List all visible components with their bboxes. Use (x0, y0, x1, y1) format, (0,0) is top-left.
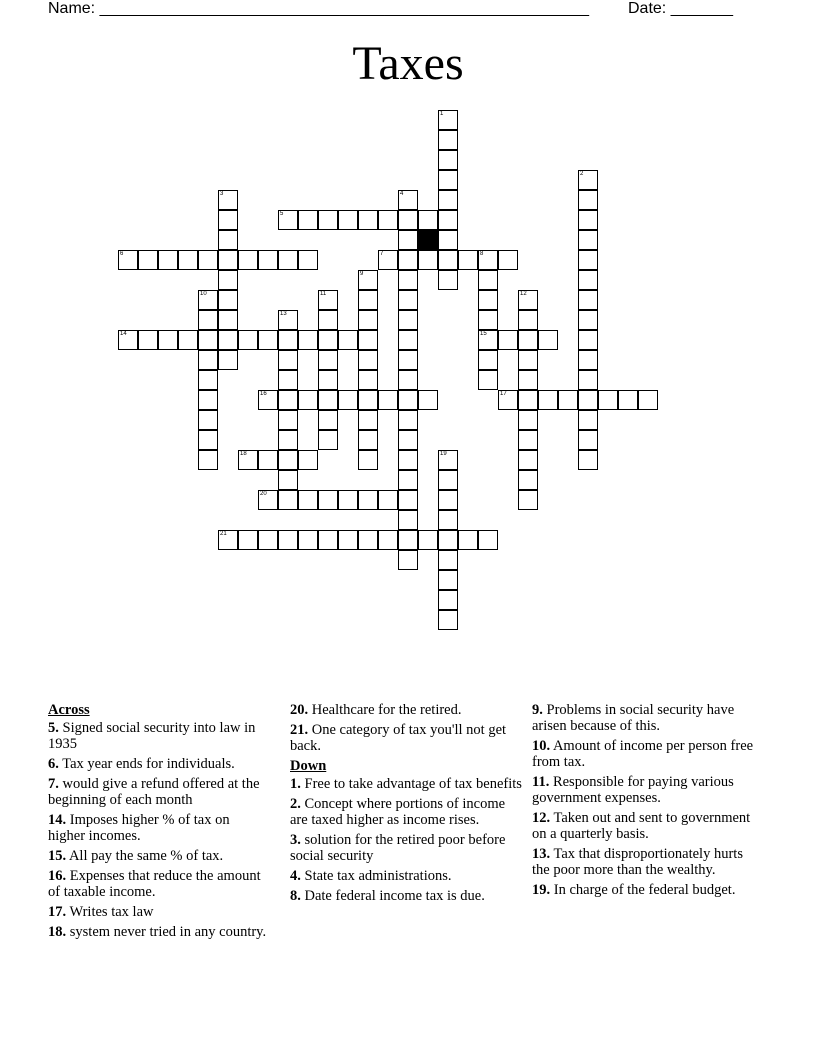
crossword-cell[interactable] (398, 510, 418, 530)
crossword-cell[interactable] (118, 250, 138, 270)
crossword-cell[interactable] (578, 290, 598, 310)
crossword-cell[interactable] (438, 130, 458, 150)
page-title: Taxes (352, 37, 464, 90)
crossword-cell[interactable] (478, 350, 498, 370)
across-heading: Across (48, 702, 90, 718)
crossword-cell[interactable] (218, 330, 238, 350)
crossword-cell[interactable] (238, 330, 258, 350)
crossword-cell[interactable] (478, 270, 498, 290)
crossword-cell[interactable] (518, 430, 538, 450)
clue-item-text: would give a refund offered at the beginning of each month (48, 776, 260, 808)
crossword-cell[interactable] (418, 390, 438, 410)
crossword-cell[interactable] (398, 390, 418, 410)
crossword-cell[interactable] (198, 330, 218, 350)
crossword-cell[interactable] (298, 330, 318, 350)
crossword-cell[interactable] (438, 230, 458, 250)
clue-item-text: Concept where portions of income are taxed higher as income rises. (290, 796, 506, 828)
crossword-cell[interactable] (318, 530, 338, 550)
crossword-cell[interactable] (638, 390, 658, 410)
clue-item (48, 756, 270, 772)
crossword-cell[interactable] (278, 430, 298, 450)
crossword-cell[interactable] (438, 610, 458, 630)
crossword-cell[interactable] (398, 310, 418, 330)
clue-number: 8 (480, 251, 484, 257)
crossword-cell[interactable] (318, 330, 338, 350)
crossword-cell[interactable] (518, 330, 538, 350)
crossword-cell[interactable] (438, 150, 458, 170)
clue-item-number: 14. (48, 812, 67, 828)
crossword-cell[interactable] (578, 370, 598, 390)
crossword-cell[interactable] (198, 450, 218, 470)
clue-number: 5 (280, 211, 284, 217)
crossword-cell[interactable] (318, 290, 338, 310)
crossword-cell[interactable] (518, 290, 538, 310)
crossword-cell[interactable] (578, 230, 598, 250)
crossword-cell[interactable] (238, 530, 258, 550)
clue-item-number: 11. (532, 774, 550, 790)
crossword-cell[interactable] (438, 270, 458, 290)
crossword-cell[interactable] (178, 330, 198, 350)
crossword-cell[interactable] (338, 330, 358, 350)
crossword-cell[interactable] (378, 210, 398, 230)
clue-item-text: In charge of the federal budget. (553, 882, 736, 898)
clue-item-text: Signed social security into law in 1935 (48, 720, 256, 752)
crossword-cell[interactable] (518, 310, 538, 330)
crossword-cell[interactable] (218, 350, 238, 370)
crossword-cell[interactable] (138, 330, 158, 350)
crossword-cell[interactable] (358, 330, 378, 350)
crossword-cell[interactable] (298, 250, 318, 270)
crossword-cell[interactable] (378, 390, 398, 410)
crossword-cell[interactable] (358, 290, 378, 310)
crossword-cell[interactable] (598, 390, 618, 410)
crossword-cell[interactable] (278, 370, 298, 390)
clue-item (532, 846, 764, 878)
clue-item (532, 702, 764, 734)
crossword-cell[interactable] (358, 430, 378, 450)
clue-number: 6 (120, 251, 124, 257)
clue-item-text: Healthcare for the retired. (311, 702, 462, 718)
clue-item-number: 10. (532, 738, 551, 754)
clue-number: 16 (260, 391, 267, 397)
crossword-cell[interactable] (438, 110, 458, 130)
down-heading: Down (290, 758, 327, 774)
crossword-cell[interactable] (478, 310, 498, 330)
crossword-cell[interactable] (298, 450, 318, 470)
crossword-cell[interactable] (218, 250, 238, 270)
crossword-cell[interactable] (538, 330, 558, 350)
clue-item-number: 3. (290, 832, 301, 848)
clue-item (48, 812, 270, 844)
crossword-cell[interactable] (578, 330, 598, 350)
crossword-cell[interactable] (158, 330, 178, 350)
crossword-cell[interactable] (438, 490, 458, 510)
crossword-cell[interactable] (358, 370, 378, 390)
crossword-cell[interactable] (438, 170, 458, 190)
crossword-cell[interactable] (478, 330, 498, 350)
crossword-cell[interactable] (178, 250, 198, 270)
crossword-cell[interactable] (298, 530, 318, 550)
crossword-cell[interactable] (338, 490, 358, 510)
clue-number: 2 (580, 171, 584, 177)
clue-number: 14 (120, 331, 127, 337)
crossword-cell[interactable] (158, 250, 178, 270)
crossword-cell[interactable] (498, 250, 518, 270)
crossword-cell[interactable] (198, 390, 218, 410)
crossword-cell[interactable] (358, 210, 378, 230)
crossword-cell[interactable] (198, 290, 218, 310)
clue-item-number: 18. (48, 924, 67, 940)
crossword-cell[interactable] (358, 530, 378, 550)
clue-item-text: Free to take advantage of tax benefits (304, 776, 522, 792)
clue-item (48, 904, 270, 920)
crossword-cell[interactable] (278, 450, 298, 470)
crossword-cell[interactable] (478, 370, 498, 390)
clue-item-text: system never tried in any country. (69, 924, 267, 940)
crossword-cell[interactable] (398, 210, 418, 230)
clue-item-number: 16. (48, 868, 67, 884)
crossword-cell[interactable] (398, 470, 418, 490)
crossword-cell[interactable] (398, 230, 418, 250)
clue-number: 7 (380, 251, 384, 257)
crossword-cell[interactable] (358, 350, 378, 370)
crossword-cell[interactable] (398, 530, 418, 550)
clue-item-text: solution for the retired poor before social security (290, 832, 506, 864)
crossword-cell[interactable] (398, 190, 418, 210)
crossword-cell[interactable] (518, 350, 538, 370)
clue-column-1 (48, 702, 270, 944)
clue-number: 19 (440, 451, 447, 457)
clue-item-number: 20. (290, 702, 309, 718)
crossword-cell[interactable] (398, 250, 418, 270)
clue-item-text: Writes tax law (69, 904, 154, 920)
crossword-cell[interactable] (278, 330, 298, 350)
clue-item-number: 19. (532, 882, 551, 898)
crossword-cell[interactable] (558, 390, 578, 410)
crossword-cell[interactable] (138, 250, 158, 270)
crossword-cell[interactable] (258, 330, 278, 350)
crossword-cell[interactable] (398, 550, 418, 570)
clue-item-text: Tax year ends for individuals. (62, 756, 235, 772)
crossword-cell[interactable] (578, 450, 598, 470)
crossword-cell[interactable] (518, 450, 538, 470)
clue-item-number: 13. (532, 846, 551, 862)
crossword-cell[interactable] (318, 350, 338, 370)
crossword-cell[interactable] (238, 250, 258, 270)
crossword-cell[interactable] (438, 470, 458, 490)
crossword-cell[interactable] (258, 450, 278, 470)
crossword-cell[interactable] (578, 310, 598, 330)
clue-item-number: 9. (532, 702, 543, 718)
crossword-cell[interactable] (338, 390, 358, 410)
crossword-cell[interactable] (258, 530, 278, 550)
crossword-cell[interactable] (198, 310, 218, 330)
clue-item-text: All pay the same % of tax. (68, 848, 224, 864)
clue-item-number: 15. (48, 848, 67, 864)
crossword-cell[interactable] (298, 390, 318, 410)
crossword-cell[interactable] (398, 290, 418, 310)
clue-item (290, 796, 522, 828)
crossword-cell[interactable] (578, 170, 598, 190)
crossword-cell[interactable] (618, 390, 638, 410)
clue-item-number: 17. (48, 904, 67, 920)
clue-number: 4 (400, 191, 404, 197)
clue-item (48, 776, 270, 808)
crossword-cell[interactable] (358, 450, 378, 470)
crossword-cell[interactable] (358, 310, 378, 330)
clue-item (48, 924, 270, 940)
crossword-cell[interactable] (218, 210, 238, 230)
crossword-cell[interactable] (458, 250, 478, 270)
crossword-cell[interactable] (478, 290, 498, 310)
clue-number: 10 (200, 291, 207, 297)
crossword-cell[interactable] (358, 270, 378, 290)
crossword-cell[interactable] (218, 290, 238, 310)
blocked-cell (418, 230, 438, 250)
crossword-cell[interactable] (518, 410, 538, 430)
clue-item-text: Problems in social security have arisen because of this. (532, 702, 735, 734)
crossword-cell[interactable] (578, 270, 598, 290)
crossword-cell[interactable] (378, 250, 398, 270)
crossword-cell[interactable] (418, 530, 438, 550)
clue-item-text: Tax that disproportionately hurts the poor more than the wealthy. (532, 846, 743, 878)
clue-item-text: Imposes higher % of tax on higher incomes. (48, 812, 230, 844)
clue-item (48, 868, 270, 900)
clue-item-text: Date federal income tax is due. (304, 888, 485, 904)
crossword-cell[interactable] (278, 470, 298, 490)
crossword-cell[interactable] (298, 490, 318, 510)
crossword-cell[interactable] (538, 390, 558, 410)
crossword-cell[interactable] (578, 190, 598, 210)
clue-item-text: Taken out and sent to government on a quarterly basis. (532, 810, 751, 842)
crossword-cell[interactable] (238, 450, 258, 470)
crossword-cell[interactable] (518, 370, 538, 390)
crossword-cell[interactable] (438, 530, 458, 550)
crossword-cell[interactable] (278, 310, 298, 330)
clue-item-number: 6. (48, 756, 59, 772)
clue-item (290, 832, 522, 864)
clue-column-3 (532, 702, 764, 902)
clue-item-number: 7. (48, 776, 59, 792)
crossword-cell[interactable] (498, 390, 518, 410)
clue-number: 3 (220, 191, 224, 197)
crossword-cell[interactable] (578, 210, 598, 230)
crossword-cell[interactable] (198, 250, 218, 270)
crossword-cell[interactable] (358, 390, 378, 410)
crossword-cell[interactable] (218, 310, 238, 330)
crossword-cell[interactable] (318, 490, 338, 510)
crossword-cell[interactable] (518, 490, 538, 510)
clue-item (532, 810, 764, 842)
crossword-cell[interactable] (418, 210, 438, 230)
crossword-cell[interactable] (378, 490, 398, 510)
crossword-cell[interactable] (438, 550, 458, 570)
crossword-cell[interactable] (438, 570, 458, 590)
crossword-cell[interactable] (578, 410, 598, 430)
clue-item-number: 8. (290, 888, 301, 904)
crossword-cell[interactable] (218, 530, 238, 550)
clue-item-text: One category of tax you'll not get back. (290, 722, 507, 754)
crossword-cell[interactable] (118, 330, 138, 350)
crossword-cell[interactable] (198, 410, 218, 430)
crossword-cell[interactable] (438, 210, 458, 230)
crossword-cell[interactable] (438, 250, 458, 270)
clue-number: 20 (260, 491, 267, 497)
clue-item-text: Amount of income per person free from tax. (532, 738, 754, 770)
clue-number: 9 (360, 271, 364, 277)
clue-item (48, 848, 270, 864)
crossword-cell[interactable] (438, 190, 458, 210)
crossword-cell[interactable] (218, 270, 238, 290)
crossword-cell[interactable] (298, 210, 318, 230)
clue-item-text: State tax administrations. (304, 868, 452, 884)
crossword-cell[interactable] (358, 410, 378, 430)
crossword-cell[interactable] (578, 250, 598, 270)
crossword-cell[interactable] (198, 350, 218, 370)
crossword-cell[interactable] (318, 210, 338, 230)
clue-number: 11 (320, 291, 327, 297)
clue-number: 18 (240, 451, 247, 457)
crossword-cell[interactable] (398, 330, 418, 350)
clue-item-number: 1. (290, 776, 301, 792)
name-field-label: Name: _______________________________________________________ (48, 0, 589, 17)
clue-item (290, 702, 522, 718)
clue-column-2 (290, 702, 522, 908)
crossword-cell[interactable] (278, 350, 298, 370)
crossword-cell[interactable] (278, 250, 298, 270)
crossword-cell[interactable] (218, 190, 238, 210)
crossword-cell[interactable] (278, 490, 298, 510)
crossword-cell[interactable] (458, 530, 478, 550)
crossword-cell[interactable] (318, 410, 338, 430)
clue-number: 12 (520, 291, 527, 297)
crossword-cell[interactable] (438, 590, 458, 610)
crossword-cell[interactable] (438, 450, 458, 470)
clue-item (290, 776, 522, 792)
crossword-cell[interactable] (318, 370, 338, 390)
clue-item (532, 738, 764, 770)
clue-number: 13 (280, 311, 287, 317)
crossword-cell[interactable] (478, 530, 498, 550)
crossword-cell[interactable] (198, 370, 218, 390)
crossword-cell[interactable] (398, 430, 418, 450)
crossword-cell[interactable] (318, 390, 338, 410)
crossword-cell[interactable] (338, 530, 358, 550)
crossword-cell[interactable] (358, 490, 378, 510)
crossword-cell[interactable] (398, 410, 418, 430)
clue-number: 15 (480, 331, 487, 337)
clue-number: 1 (440, 111, 444, 117)
crossword-cell[interactable] (498, 330, 518, 350)
clue-item (532, 774, 764, 806)
clue-item-number: 12. (532, 810, 551, 826)
date-field-label: Date: _______ (628, 0, 733, 17)
crossword-cell[interactable] (578, 390, 598, 410)
clue-item (48, 720, 270, 752)
clue-item (290, 722, 522, 754)
clue-item-number: 4. (290, 868, 301, 884)
clue-item-text: Responsible for paying various government expenses. (532, 774, 734, 806)
crossword-cell[interactable] (578, 350, 598, 370)
crossword-cell[interactable] (258, 490, 278, 510)
crossword-cell[interactable] (478, 250, 498, 270)
crossword-cell[interactable] (398, 350, 418, 370)
crossword-cell[interactable] (318, 310, 338, 330)
crossword-cell[interactable] (398, 450, 418, 470)
crossword-cell[interactable] (378, 530, 398, 550)
crossword-cell[interactable] (278, 210, 298, 230)
clue-item (532, 882, 764, 898)
crossword-cell[interactable] (278, 410, 298, 430)
crossword-cell[interactable] (318, 430, 338, 450)
crossword-cell[interactable] (518, 390, 538, 410)
crossword-cell[interactable] (258, 250, 278, 270)
clue-number: 17 (500, 391, 507, 397)
crossword-cell[interactable] (398, 370, 418, 390)
crossword-cell[interactable] (278, 530, 298, 550)
clue-item-number: 21. (290, 722, 309, 738)
crossword-cell[interactable] (578, 430, 598, 450)
clue-item-text: Expenses that reduce the amount of taxable income. (48, 868, 261, 900)
crossword-cell[interactable] (398, 490, 418, 510)
crossword-cell[interactable] (398, 270, 418, 290)
crossword-cell[interactable] (198, 430, 218, 450)
clue-item-number: 2. (290, 796, 301, 812)
clue-item-number: 5. (48, 720, 59, 736)
crossword-cell[interactable] (438, 510, 458, 530)
clue-number: 21 (220, 531, 227, 537)
crossword-cell[interactable] (338, 210, 358, 230)
crossword-cell[interactable] (418, 250, 438, 270)
clue-item (290, 868, 522, 884)
crossword-cell[interactable] (258, 390, 278, 410)
crossword-cell[interactable] (278, 390, 298, 410)
clue-item (290, 888, 522, 904)
crossword-cell[interactable] (218, 230, 238, 250)
crossword-cell[interactable] (518, 470, 538, 490)
